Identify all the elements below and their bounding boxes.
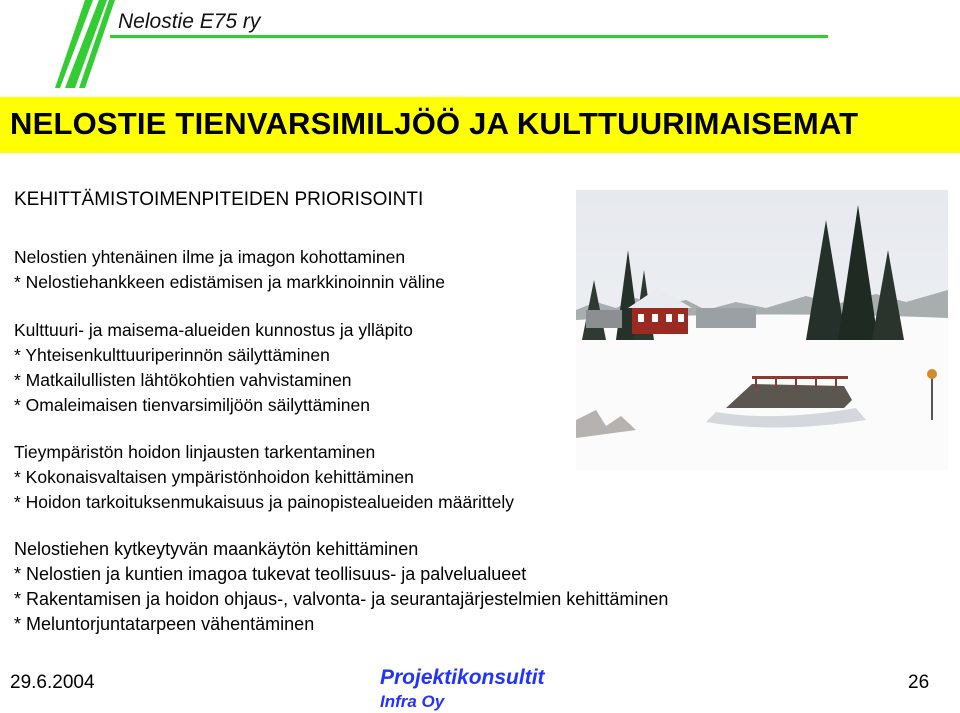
section-cultural-areas xyxy=(14,318,413,418)
section-heading: Nelostiehen kytkeytyvän maankäytön kehittäminen xyxy=(14,539,419,559)
section-item: * Yhteisenkulttuuriperinnön säilyttäminen xyxy=(14,345,330,365)
section-item: * Kokonaisvaltaisen ympäristönhoidon kehittäminen xyxy=(14,467,414,487)
section-land-use xyxy=(14,537,668,637)
section-item: * Omaleimaisen tienvarsimiljöön säilyttäminen xyxy=(14,395,370,415)
section-item: * Nelostiehankkeen edistämisen ja markkinoinnin väline xyxy=(14,272,445,292)
section-item: * Meluntorjuntatarpeen vähentäminen xyxy=(14,614,315,634)
winter-landscape-photo xyxy=(576,190,948,470)
org-name: Nelostie E75 ry xyxy=(118,10,261,33)
section-item: * Hoidon tarkoituksenmukaisuus ja painopistealueiden määrittely xyxy=(14,492,515,512)
road-logo-icon xyxy=(55,0,115,88)
footer-company-logo: Projektikonsultit xyxy=(380,666,545,689)
footer-company-sub: Infra Oy xyxy=(380,692,445,711)
section-image-promotion xyxy=(14,245,445,295)
slide-title: NELOSTIE TIENVARSIMILJÖÖ JA KULTTUURIMAISEMAT xyxy=(10,106,859,141)
slide-subtitle: KEHITTÄMISTOIMENPITEIDEN PRIORISOINTI xyxy=(14,189,424,210)
section-heading: Tieympäristön hoidon linjausten tarkentaminen xyxy=(14,442,376,462)
header-rule xyxy=(110,35,828,38)
section-heading: Nelostien yhtenäinen ilme ja imagon kohottaminen xyxy=(14,247,406,267)
section-heading: Kulttuuri- ja maisema-alueiden kunnostus ja ylläpito xyxy=(14,320,413,340)
page-number: 26 xyxy=(908,672,930,693)
section-item: * Rakentamisen ja hoidon ohjaus-, valvonta- ja seurantajärjestelmien kehittäminen xyxy=(14,589,669,609)
section-item: * Matkailullisten lähtökohtien vahvistaminen xyxy=(14,370,352,390)
footer-date: 29.6.2004 xyxy=(10,672,95,693)
section-road-environment xyxy=(14,440,514,515)
section-item: * Nelostien ja kuntien imagoa tukevat teollisuus- ja palvelualueet xyxy=(14,564,527,584)
